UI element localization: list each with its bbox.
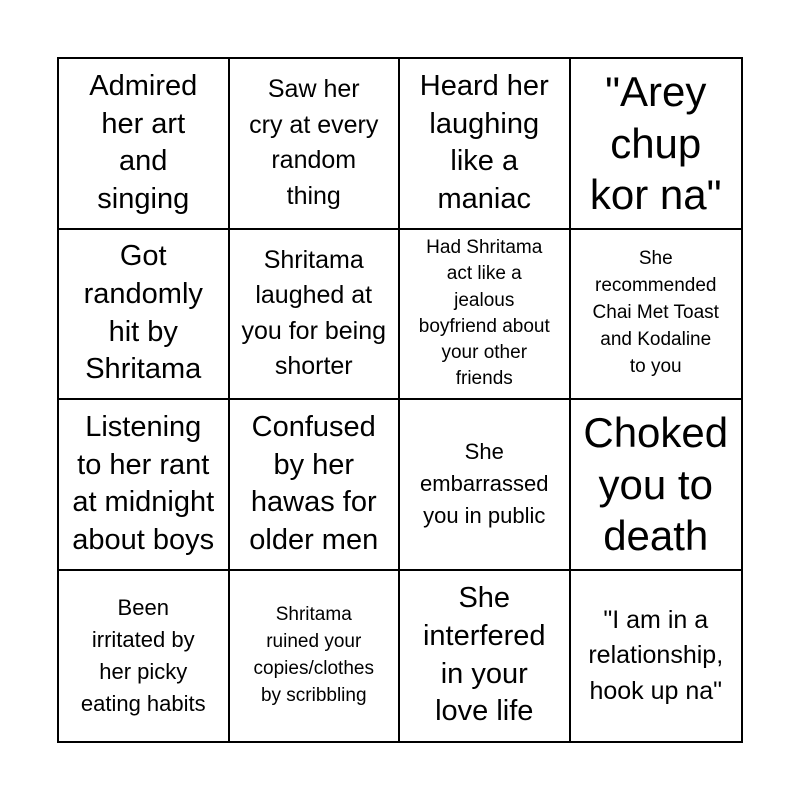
bingo-cell[interactable] (571, 230, 742, 401)
cell-text: Got randomly hit by Shritama (83, 240, 203, 386)
cell-text: Saw her cry at every random thing (249, 75, 379, 210)
cell-text: She recommended Chai Met Toast and Kodaline to you (592, 248, 719, 378)
bingo-cell[interactable] (59, 571, 230, 742)
cell-text: Shritama ruined your copies/clothes by scribbling (253, 603, 374, 706)
bingo-board (57, 57, 743, 743)
bingo-cell[interactable] (59, 400, 230, 571)
bingo-cell[interactable] (230, 571, 401, 742)
bingo-cell[interactable] (400, 230, 571, 401)
bingo-cell[interactable] (571, 571, 742, 742)
bingo-cell[interactable] (400, 400, 571, 571)
bingo-cell[interactable] (400, 59, 571, 230)
cell-text: "Arey chup kor na" (589, 68, 722, 218)
cell-text: Shritama laughed at you for being shorter (241, 245, 387, 381)
cell-text: Been irritated by her picky eating habits (80, 594, 206, 716)
bingo-cell[interactable] (59, 59, 230, 230)
cell-text: Confused by her hawas for older men (249, 410, 379, 556)
cell-text: Had Shritama act like a jealous boyfriend about your other friends (418, 237, 550, 390)
cell-text: Listening to her rant at midnight about boys (72, 410, 215, 556)
bingo-cell[interactable] (230, 59, 401, 230)
bingo-cell[interactable] (400, 571, 571, 742)
bingo-cell[interactable] (571, 59, 742, 230)
bingo-cell[interactable] (230, 400, 401, 571)
bingo-cell[interactable] (59, 230, 230, 401)
cell-text: Heard her laughing like a maniac (419, 69, 549, 215)
cell-text: Admired her art and singing (89, 69, 198, 215)
cell-text: "I am in a relationship, hook up na" (588, 605, 724, 705)
cell-text: She embarrassed you in public (420, 439, 549, 529)
bingo-cell[interactable] (230, 230, 401, 401)
cell-text: She interfered in your love life (422, 582, 546, 728)
cell-text: Choked you to death (583, 409, 729, 559)
bingo-cell[interactable] (571, 400, 742, 571)
